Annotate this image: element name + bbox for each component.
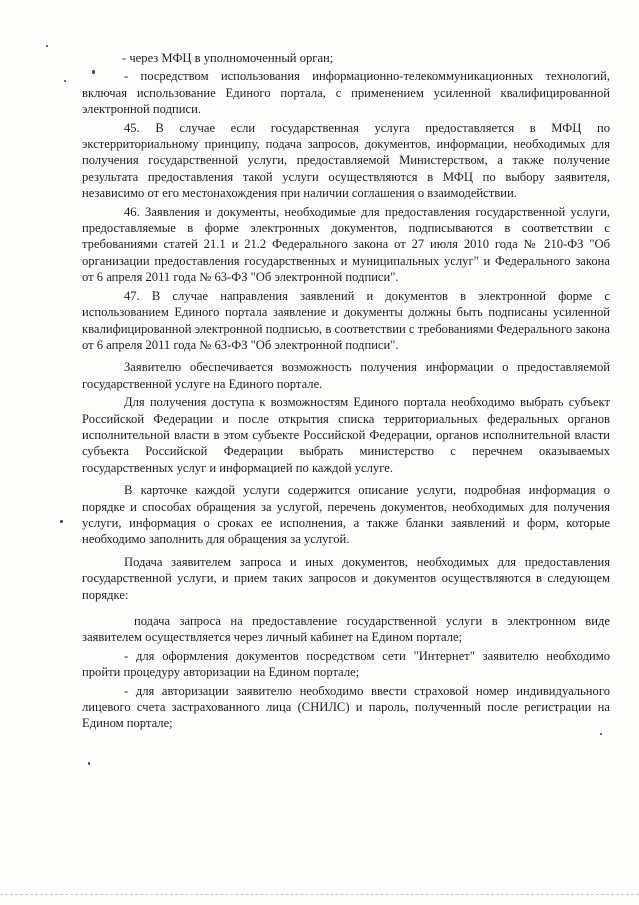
scan-speck xyxy=(64,80,66,82)
paragraph-info-access: Заявителю обеспечивается возможность получения информации о предоставляемой государственной услуге на Единого портале. xyxy=(82,360,610,391)
paragraph-45: 45. В случае если государственная услуга предоставляется в МФЦ по экстерриториальному принципу, подача запросов, документов, информации, необходимых для получения государственной услуги, предоставляемой Министерством, а также получение результата предоставления такой услуги осуществляются в МФЦ по выбору заявителя, независимо от его местонахождения при наличии соглашения о взаимодействии. xyxy=(82,120,610,201)
scan-speck xyxy=(46,45,48,47)
scan-speck xyxy=(60,520,63,523)
scan-edge xyxy=(0,894,639,895)
paragraph-46: 46. Заявления и документы, необходимые для предоставления государственной услуги, предоставляемые в форме электронных документов, подписываются в соответствии с требованиями статей 21.1 и 21.2 Федерального закона от 27 июля 2010 года № 210-ФЗ "Об организации предоставления государственных и муниципальных услуг" и Федерального закона от 6 апреля 2011 года № 63-ФЗ "Об электронной подписи". xyxy=(82,204,610,285)
paragraph-47: 47. В случае направления заявлений и документов в электронной форме с использованием Единого портала заявление и документы должны быть подписаны усиленной квалифицированной электронной подписью, в соответствии с требованиями Федерального закона от 6 апреля 2011 года № 63-ФЗ "Об электронной подписи". xyxy=(82,288,610,352)
list-item-authorization: - для авторизации заявителю необходимо ввести страховой номер индивидуального лицевого счета застрахованного лица (СНИЛС) и пароль, полученный после регистрации на Едином портале; xyxy=(82,683,610,731)
scan-speck xyxy=(92,70,95,74)
list-item-mfc: - через МФЦ в уполномоченный орган; xyxy=(122,51,334,65)
list-item-ict: - посредством использования информационно-телекоммуникационных технологий, включая использование Единого портала, с применением усиленной квалифицированной электронной подписи. xyxy=(82,69,610,117)
list-item-electronic-request: подача запроса на предоставление государственной услуги в электронном виде заявителем осуществляется через личный кабинет на Едином портале; xyxy=(82,614,610,645)
paragraph-submission-order: Подача заявителем запроса и иных документов, необходимых для предоставления государственной услуги, и прием таких запросов и документов осуществляются в следующем порядке: xyxy=(82,554,610,602)
document-body xyxy=(82,50,610,732)
paragraph-service-card: В карточке каждой услуги содержится описание услуги, подробная информация о порядке и способах обращения за услугой, перечень документов, необходимых для получения услуги, информация о сроках ее исполнения, а также бланки заявлений и форм, которые необходимо заполнить для обращения за услугой. xyxy=(82,483,610,547)
paragraph-portal-access: Для получения доступа к возможностям Единого портала необходимо выбрать субъект Российской Федерации и после открытия списка территориальных федеральных органов исполнительной власти в этом субъекте Российской Федерации, органов исполнительной власти субъекта Российской Федерации выбрать министерство с перечнем оказываемых государственных услуг и информацией по каждой услуге. xyxy=(82,395,610,475)
scan-speck xyxy=(88,762,90,765)
list-item-internet-docs: - для оформления документов посредством сети "Интернет" заявителю необходимо пройти процедуру авторизации на Едином портале; xyxy=(82,648,610,680)
scan-speck xyxy=(600,733,602,735)
